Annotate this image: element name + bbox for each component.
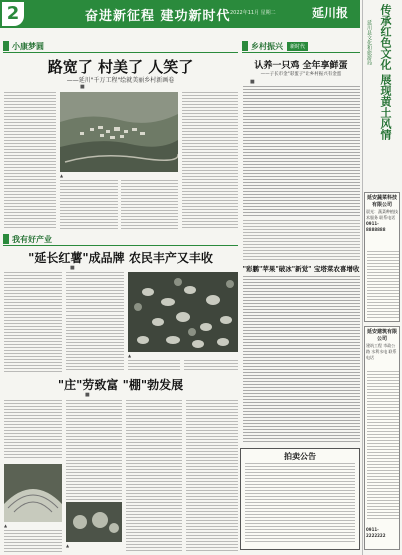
section-rule <box>3 245 238 246</box>
ad-construction-company <box>364 326 400 550</box>
sweet-potato-col5 <box>184 360 238 372</box>
main-article-col2 <box>60 180 118 230</box>
header-slogan: 奋进新征程 建功新时代 <box>85 9 231 24</box>
section-label: 我有好产业 <box>12 234 52 244</box>
masthead: 延川报 <box>312 6 349 20</box>
ad-phone: 0911-2222222 <box>366 527 386 538</box>
sweet-potato-col1 <box>4 272 62 372</box>
section-marker <box>3 41 9 51</box>
ad-phone: 0911-8888888 <box>366 221 386 232</box>
section-label: 乡村振兴 <box>251 41 283 51</box>
greenhouse-byline: ■ <box>85 392 90 398</box>
main-photo-aerial <box>60 92 178 172</box>
section-xiaokang <box>3 40 44 52</box>
sweet-potato-col4 <box>128 360 180 372</box>
greenhouse-col1 <box>4 400 62 460</box>
section-xiangcun <box>242 40 308 52</box>
right-top-body-2 <box>243 220 360 262</box>
ad-title: 延安建筑有限公司 <box>366 329 397 342</box>
greenhouse-caption-2: ▲ <box>66 543 70 548</box>
ad-body-text <box>367 251 399 319</box>
sweet-potato-col3 <box>66 315 124 372</box>
section-marker <box>3 234 9 244</box>
page-header <box>0 0 360 28</box>
sweet-potato-col2 <box>66 272 124 312</box>
auction-notice-title: 拍卖公告 <box>284 451 316 461</box>
ad-vegetable-company <box>364 192 400 322</box>
sweet-potato-caption: ▲ <box>128 353 132 358</box>
sidebar-column-title: 传承红色文化 展现黄土风情 <box>379 4 392 140</box>
main-article-col3 <box>121 180 178 230</box>
ad-body-text <box>367 371 399 521</box>
right-top-subtitle: ——子长市金"彩蛋子"让乡村振兴有金蛋 <box>260 72 342 77</box>
ad-body: 建筑工程 市政公路 水利水电 联系电话 <box>366 343 397 360</box>
auction-notice <box>240 448 360 550</box>
greenhouse-headline: "庄"劳致富 "棚"勃发展 <box>57 378 184 392</box>
main-article-col4 <box>182 92 238 230</box>
main-photo-caption: ▲ <box>60 173 64 178</box>
section-badge: 新时代 <box>287 42 308 51</box>
main-byline: ■ <box>80 84 85 90</box>
main-subtitle: ——延川"千万工程"绘就美丽乡村新画卷 <box>66 77 175 84</box>
section-rule <box>3 52 238 53</box>
ad-title: 延安蔬菜科技有限公司 <box>366 195 397 208</box>
section-marker <box>242 41 248 51</box>
main-headline: 路宽了 村美了 人笑了 <box>47 58 194 76</box>
greenhouse-col3 <box>126 400 182 552</box>
section-rule <box>242 52 360 53</box>
greenhouse-col4 <box>186 400 238 552</box>
greenhouse-photo-1 <box>4 464 62 522</box>
main-article-col1 <box>4 92 56 230</box>
right-mid-headline: "彩鹏"苹果"破冰"新觉" 宝塔菜农喜增收 <box>242 265 360 273</box>
greenhouse-photo-2 <box>66 502 122 542</box>
auction-notice-body <box>245 463 355 543</box>
right-mid-body <box>243 276 360 444</box>
section-youhao <box>3 233 52 245</box>
ad-body: 晨光：蔬菜种植技术服务 联系电话 <box>366 209 398 220</box>
sweet-potato-byline: ■ <box>70 265 75 271</box>
greenhouse-col1b <box>4 530 62 552</box>
header-date: 2022年11月 星期二 <box>230 10 276 16</box>
section-label: 小康梦圆 <box>12 41 44 51</box>
page-number: 2 <box>2 2 24 26</box>
greenhouse-caption-1: ▲ <box>4 523 8 528</box>
sweet-potato-headline: "延长红薯"成品牌 农民丰产又丰收 <box>28 251 213 265</box>
sidebar-column-subtitle: 延川县文化和旅游局 <box>366 20 372 65</box>
right-top-body <box>243 86 360 216</box>
right-top-headline: 认养一只鸡 全年享鲜蛋 <box>254 61 348 71</box>
greenhouse-col2 <box>66 400 122 500</box>
right-top-byline: ■ <box>250 79 255 85</box>
sweet-potato-photo <box>128 272 238 352</box>
